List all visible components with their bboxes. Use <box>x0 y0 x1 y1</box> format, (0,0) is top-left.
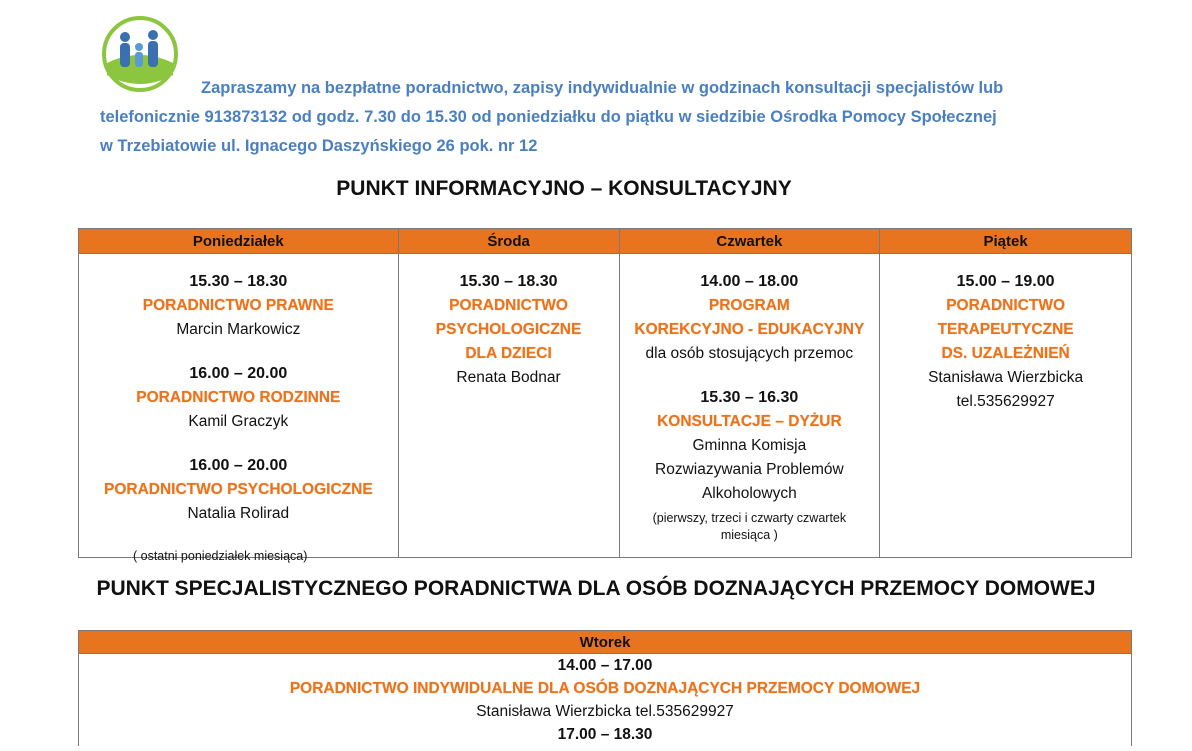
specialist-phone: tel.535629927 <box>956 393 1055 410</box>
slot-time: 15.30 – 18.30 <box>189 273 288 290</box>
service-name: TERAPEUTYCZNE <box>937 321 1074 338</box>
intro-line-2: telefonicznie 913873132 od godz. 7.30 do 15.30 od poniedziałku do piątku w siedzibie Ośrodka Pomocy Społecznej <box>100 108 997 126</box>
service-name: DLA DZIECI <box>465 345 552 362</box>
slot-time: 17.00 – 18.30 <box>79 723 1132 746</box>
day-header-tuesday: Wtorek <box>79 631 1132 654</box>
monday-cell <box>79 254 399 558</box>
day-header-friday: Piątek <box>880 229 1132 254</box>
friday-cell <box>880 254 1132 558</box>
service-name: KOREKCYJNO - EDUKACYJNY <box>634 321 865 338</box>
day-header-thursday: Czwartek <box>619 229 880 254</box>
service-name: PORADNICTWO <box>946 297 1066 314</box>
service-name: PORADNICTWO RODZINNE <box>136 389 341 406</box>
slot-time: 15.30 – 16.30 <box>700 389 799 406</box>
specialist-name: Renata Bodnar <box>456 369 561 386</box>
tuesday-table <box>78 630 1132 746</box>
specialist-name: Marcin Markowicz <box>176 321 301 338</box>
section2-title: PUNKT SPECJALISTYCZNEGO PORADNICTWA DLA OSÓB DOZNAJĄCYCH PRZEMOCY DOMOWEJ <box>96 577 1096 600</box>
specialist-name: Gminna Komisja <box>692 437 807 454</box>
intro-line-3: w Trzebiatowie ul. Ignacego Daszyńskiego 26 pok. nr 12 <box>100 137 538 155</box>
slot-time: 16.00 – 20.00 <box>189 457 288 474</box>
slot-time: 16.00 – 20.00 <box>189 365 288 382</box>
specialist-name: Natalia Rolirad <box>187 505 290 522</box>
specialist-name: dla osób stosujących przemoc <box>645 345 854 362</box>
slot-time: 15.30 – 18.30 <box>459 273 558 290</box>
intro-line-1: Zapraszamy na bezpłatne poradnictwo, zapisy indywidualnie w godzinach konsultacji specjalistów lub <box>201 79 1004 97</box>
wednesday-cell <box>398 254 619 558</box>
specialist-name: Stanisława Wierzbicka <box>928 369 1084 386</box>
slot-time: 14.00 – 17.00 <box>79 654 1132 678</box>
slot-time: 14.00 – 18.00 <box>700 273 799 290</box>
day-header-wednesday: Środa <box>398 229 619 254</box>
thursday-note-line-2: miesiąca ) <box>720 528 778 542</box>
specialist-name: Kamil Graczyk <box>188 413 289 430</box>
service-name: PORADNICTWO PRAWNE <box>142 297 334 314</box>
thursday-note-line-1: (pierwszy, trzeci i czwarty czwartek <box>652 511 847 525</box>
specialist-name: Rozwiazywania Problemów <box>655 461 844 478</box>
day-header-monday: Poniedziałek <box>79 229 399 254</box>
monday-note: ( ostatni poniedziałek miesiąca) <box>133 549 308 563</box>
service-name: PSYCHOLOGICZNE <box>435 321 582 338</box>
schedule-table <box>78 228 1132 558</box>
slot-time: 15.00 – 19.00 <box>956 273 1055 290</box>
service-name: PORADNICTWO PSYCHOLOGICZNE <box>103 481 373 498</box>
service-name: PROGRAM <box>708 297 790 314</box>
service-name: PORADNICTWO INDYWIDUALNE DLA OSÓB DOZNAJĄCYCH PRZEMOCY DOMOWEJ <box>79 677 1132 700</box>
service-name: KONSULTACJE – DYŻUR <box>657 413 842 430</box>
thursday-cell <box>619 254 880 558</box>
intro-text <box>100 74 1100 161</box>
specialist-name: Alkoholowych <box>701 485 797 502</box>
section1-title: PUNKT INFORMACYJNO – KONSULTACYJNY <box>336 177 792 200</box>
service-name: DS. UZALEŻNIEŃ <box>941 345 1070 362</box>
specialist-name: Stanisława Wierzbicka tel.535629927 <box>79 700 1132 723</box>
thursday-note <box>624 510 876 544</box>
service-name: PORADNICTWO <box>449 297 568 314</box>
